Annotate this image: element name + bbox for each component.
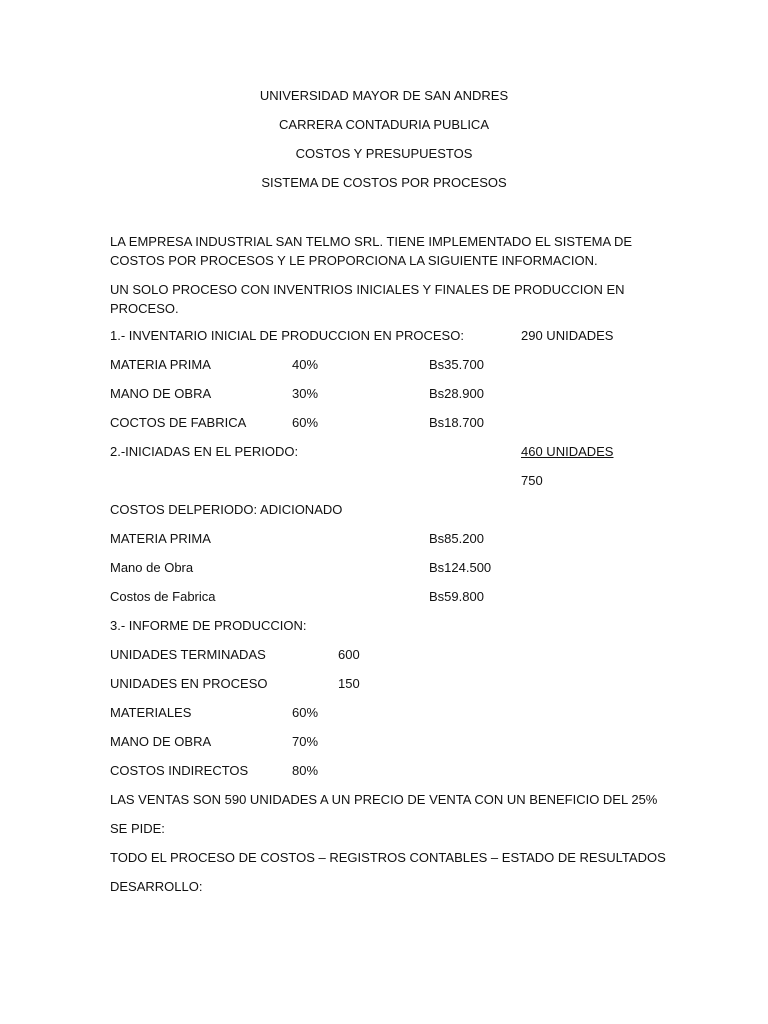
production-units-value: 150	[338, 676, 360, 691]
period-cost-label: Costos de Fabrica	[110, 589, 216, 604]
header-career: CARRERA CONTADURIA PUBLICA	[279, 117, 489, 132]
header-topic: SISTEMA DE COSTOS POR PROCESOS	[261, 175, 507, 190]
section1-row-label: MATERIA PRIMA	[110, 357, 211, 372]
section1-row-label: COCTOS DE FABRICA	[110, 415, 247, 430]
period-cost-amount: Bs85.200	[429, 531, 484, 546]
section1-row-pct: 30%	[292, 386, 319, 401]
completion-pct: 70%	[292, 734, 319, 749]
header-course: COSTOS Y PRESUPUESTOS	[295, 146, 473, 161]
intro-paragraph-2: UN SOLO PROCESO CON INVENTRIOS INICIALES Y FINALES DE PRODUCCION EN PROCESO.	[110, 282, 625, 316]
intro-paragraph: LA EMPRESA INDUSTRIAL SAN TELMO SRL. TIENE IMPLEMENTADO EL SISTEMA DE COSTOS POR PROCESOS Y LE PROPORCIONA LA SIGUIENTE INFORMACION.	[110, 234, 633, 268]
period-cost-amount: Bs124.500	[429, 560, 492, 575]
period-cost-label: Mano de Obra	[110, 560, 194, 575]
section2-total: 750	[521, 473, 543, 488]
section3-title: 3.- INFORME DE PRODUCCION:	[110, 618, 307, 633]
completion-pct: 80%	[292, 763, 319, 778]
completion-label: MATERIALES	[110, 705, 192, 720]
header-university: UNIVERSIDAD MAYOR DE SAN ANDRES	[259, 88, 509, 103]
production-units-label: UNIDADES TERMINADAS	[110, 647, 266, 662]
section1-row-amount: Bs28.900	[429, 386, 484, 401]
section1-row-pct: 40%	[292, 357, 319, 372]
section1-units: 290 UNIDADES	[521, 328, 614, 343]
completion-label: COSTOS INDIRECTOS	[110, 763, 249, 778]
section1-row-pct: 60%	[292, 415, 319, 430]
section1-row-amount: Bs18.700	[429, 415, 484, 430]
section1-row-label: MANO DE OBRA	[110, 386, 212, 401]
section1-title: 1.- INVENTARIO INICIAL DE PRODUCCION EN PROCESO:	[110, 328, 464, 343]
task-statement: TODO EL PROCESO DE COSTOS – REGISTROS CONTABLES – ESTADO DE RESULTADOS	[110, 850, 666, 865]
desarrollo-heading: DESARROLLO:	[110, 879, 203, 894]
sales-statement: LAS VENTAS SON 590 UNIDADES A UN PRECIO DE VENTA CON UN BENEFICIO DEL 25%	[110, 792, 658, 807]
production-units-label: UNIDADES EN PROCESO	[110, 676, 268, 691]
section2-title: 2.-INICIADAS EN EL PERIODO:	[110, 444, 299, 459]
completion-label: MANO DE OBRA	[110, 734, 212, 749]
period-costs-title: COSTOS DELPERIODO: ADICIONADO	[110, 502, 343, 517]
completion-pct: 60%	[292, 705, 319, 720]
period-cost-amount: Bs59.800	[429, 589, 484, 604]
section2-units: 460 UNIDADES	[521, 444, 614, 459]
se-pide-heading: SE PIDE:	[110, 821, 165, 836]
section1-row-amount: Bs35.700	[429, 357, 484, 372]
production-units-value: 600	[338, 647, 360, 662]
period-cost-label: MATERIA PRIMA	[110, 531, 211, 546]
